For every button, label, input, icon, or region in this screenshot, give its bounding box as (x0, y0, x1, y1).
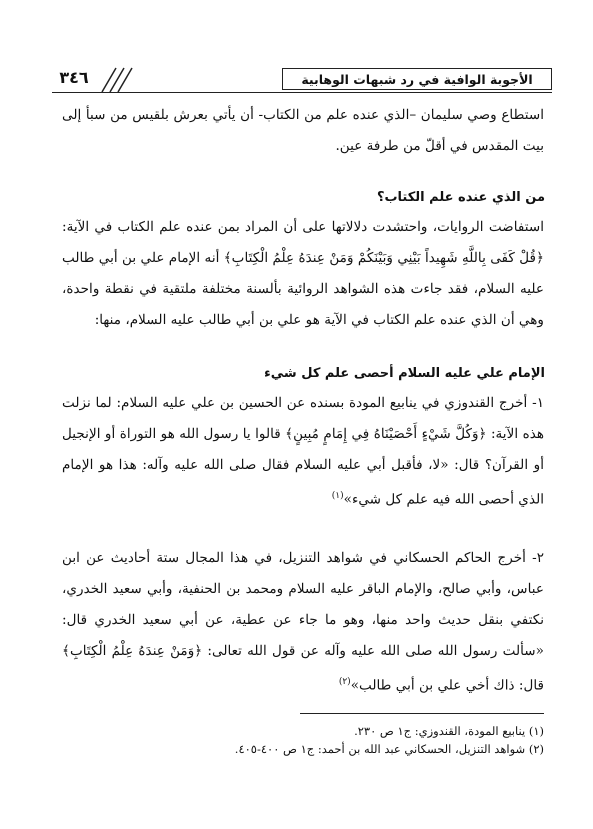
page-header (52, 62, 552, 96)
footnote-ref-2: (٢) (338, 677, 351, 687)
footnote-separator (300, 713, 544, 714)
hadith-item-1-text: ١- أخرج القندوزي في ينابيع المودة بسنده عن الحسين بن علي عليه السلام: لما نزلت هذه الآية: ﴿وَكُلَّ شَيْءٍ أَحْصَيْنَاهُ فِي إِمَامٍ مُبِينٍ﴾ قالوا يا رسول الله هو التوراة أو الإنجيل أو القرآن؟ قال: «لا، فأقبل أبي عليه السلام فقال صلى الله عليه وآله: هذا هو الإمام الذي أحصى الله فيه علم كل شيء» (62, 395, 544, 508)
footnotes (62, 722, 544, 758)
footnote-ref-1: (١) (331, 491, 344, 501)
intro-paragraph: استطاع وصي سليمان –الذي عنده علم من الكتاب- أن يأتي بعرش بلقيس من سبأ إلى بيت المقدس في أقلّ من طرفة عين. (62, 107, 544, 154)
hadith-item-1 (62, 388, 544, 516)
page-number: ٣٤٦ (59, 68, 89, 87)
section1-paragraph: استفاضت الروايات، واحتشدت دلالاتها على أن المراد بمن عنده علم الكتاب في الآية: ﴿قُلْ كَفَى بِاللَّهِ شَهِيداً بَيْنِي وَبَيْنَكُمْ وَمَنْ عِندَهُ عِلْمُ الْكِتَابِ﴾ أنه الإمام علي بن أبي طالب عليه السلام، فقد جاءت هذه الشواهد الروائية بألسنة مختلفة ملتقية في نقطة واحدة، وهي أن الذي عنده علم الكتاب في الآية هو علي بن أبي طالب عليه السلام، منها: (62, 219, 544, 328)
hadith-item-2 (62, 543, 544, 702)
footnote-2: (٢) شواهد التنزيل، الحسكاني عبد الله بن أحمد: ج١ ص ٤٠٠-٤٠٥. (234, 742, 544, 756)
section-heading-book-knowledge: من الذي عنده علم الكتاب؟ (376, 190, 545, 205)
decorative-slashes-icon (96, 62, 140, 96)
running-title: الأجوبة الوافية في رد شبهات الوهابية (301, 71, 533, 87)
header-rule (52, 92, 552, 93)
section-heading-imam-ali: الإمام علي عليه السلام أحصى علم كل شيء (264, 366, 545, 381)
hadith-item-2-text: ٢- أخرج الحاكم الحسكاني في شواهد التنزيل، في هذا المجال ستة أحاديث عن ابن عباس، وأبي صالح، والإمام الباقر عليه السلام ومحمد بن الحنفية، وأبي سعيد الخدري، نكتفي بنقل حديث واحد منها، وهو ما جاء عن عطية، عن أبي سعيد الخدري قال: «سألت رسول الله صلى الله عليه وآله عن قول الله تعالى: ﴿وَمَنْ عِندَهُ عِلْمُ الْكِتَابِ﴾ قال: ذاك أخي علي بن أبي طالب» (62, 550, 544, 694)
running-title-box (282, 68, 552, 90)
footnote-1: (١) ينابيع المودة، القندوزي: ج١ ص ٢٣٠. (354, 724, 544, 738)
